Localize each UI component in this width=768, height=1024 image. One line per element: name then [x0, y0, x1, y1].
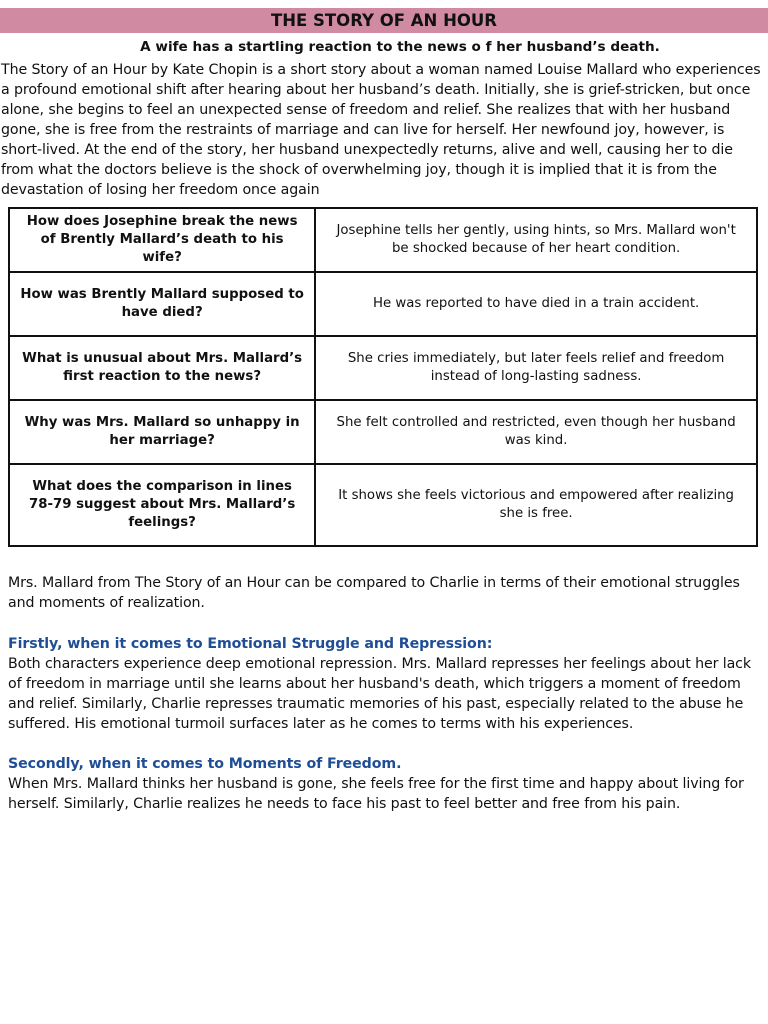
section-text-moments-of-freedom: When Mrs. Mallard thinks her husband is gone, she feels free for the first time and happy about living for herself. Similarly, Charlie realizes he needs to face his past to feel better and free from his pain.	[8, 776, 744, 812]
question-cell: How does Josephine break the news of Brently Mallard’s death to his wife?	[9, 208, 315, 272]
section-heading-moments-of-freedom: Secondly, when it comes to Moments of Freedom.	[8, 756, 402, 772]
answer-cell: She cries immediately, but later feels relief and freedom instead of long-lasting sadness.	[315, 336, 757, 400]
table-row	[9, 464, 757, 546]
document-title: THE STORY OF AN HOUR	[0, 8, 768, 33]
answer-cell: It shows she feels victorious and empowered after realizing she is free.	[315, 464, 757, 546]
table-row	[9, 400, 757, 464]
comparison-intro: Mrs. Mallard from The Story of an Hour can be compared to Charlie in terms of their emotional struggles and moments of realization.	[8, 575, 740, 611]
question-answer-table	[8, 207, 758, 547]
table-row	[9, 208, 757, 272]
answer-cell: She felt controlled and restricted, even though her husband was kind.	[315, 400, 757, 464]
table-row	[9, 336, 757, 400]
question-cell: What does the comparison in lines 78-79 suggest about Mrs. Mallard’s feelings?	[9, 464, 315, 546]
question-cell: What is unusual about Mrs. Mallard’s first reaction to the news?	[9, 336, 315, 400]
question-cell: How was Brently Mallard supposed to have died?	[9, 272, 315, 336]
question-cell: Why was Mrs. Mallard so unhappy in her marriage?	[9, 400, 315, 464]
summary-paragraph: The Story of an Hour by Kate Chopin is a short story about a woman named Louise Mallard who experiences a profound emotional shift after hearing about her husband’s death. Initially, she is grief-stricken, but once alone, she begins to feel an unexpected sense of freedom and relief. She realizes that with her husband gone, she is free from the restraints of marriage and can live for herself. Her newfound joy, however, is short-lived. At the end of the story, her husband unexpectedly returns, alive and well, causing her to die from what the doctors believe is the shock of overwhelming joy, though it is implied that it is from the devastation of losing her freedom once again	[1, 62, 761, 198]
answer-cell: He was reported to have died in a train accident.	[315, 272, 757, 336]
document-subtitle: A wife has a startling reaction to the news o f her husband’s death.	[140, 39, 660, 55]
table-row	[9, 272, 757, 336]
answer-cell: Josephine tells her gently, using hints, so Mrs. Mallard won't be shocked because of her heart condition.	[315, 208, 757, 272]
section-text-emotional-struggle: Both characters experience deep emotional repression. Mrs. Mallard represses her feelings about her lack of freedom in marriage until she learns about her husband's death, which triggers a moment of freedom and relief. Similarly, Charlie represses traumatic memories of his past, especially related to the abuse he suffered. His emotional turmoil surfaces later as he comes to terms with his experiences.	[8, 656, 751, 732]
section-heading-emotional-struggle: Firstly, when it comes to Emotional Struggle and Repression:	[8, 636, 493, 652]
